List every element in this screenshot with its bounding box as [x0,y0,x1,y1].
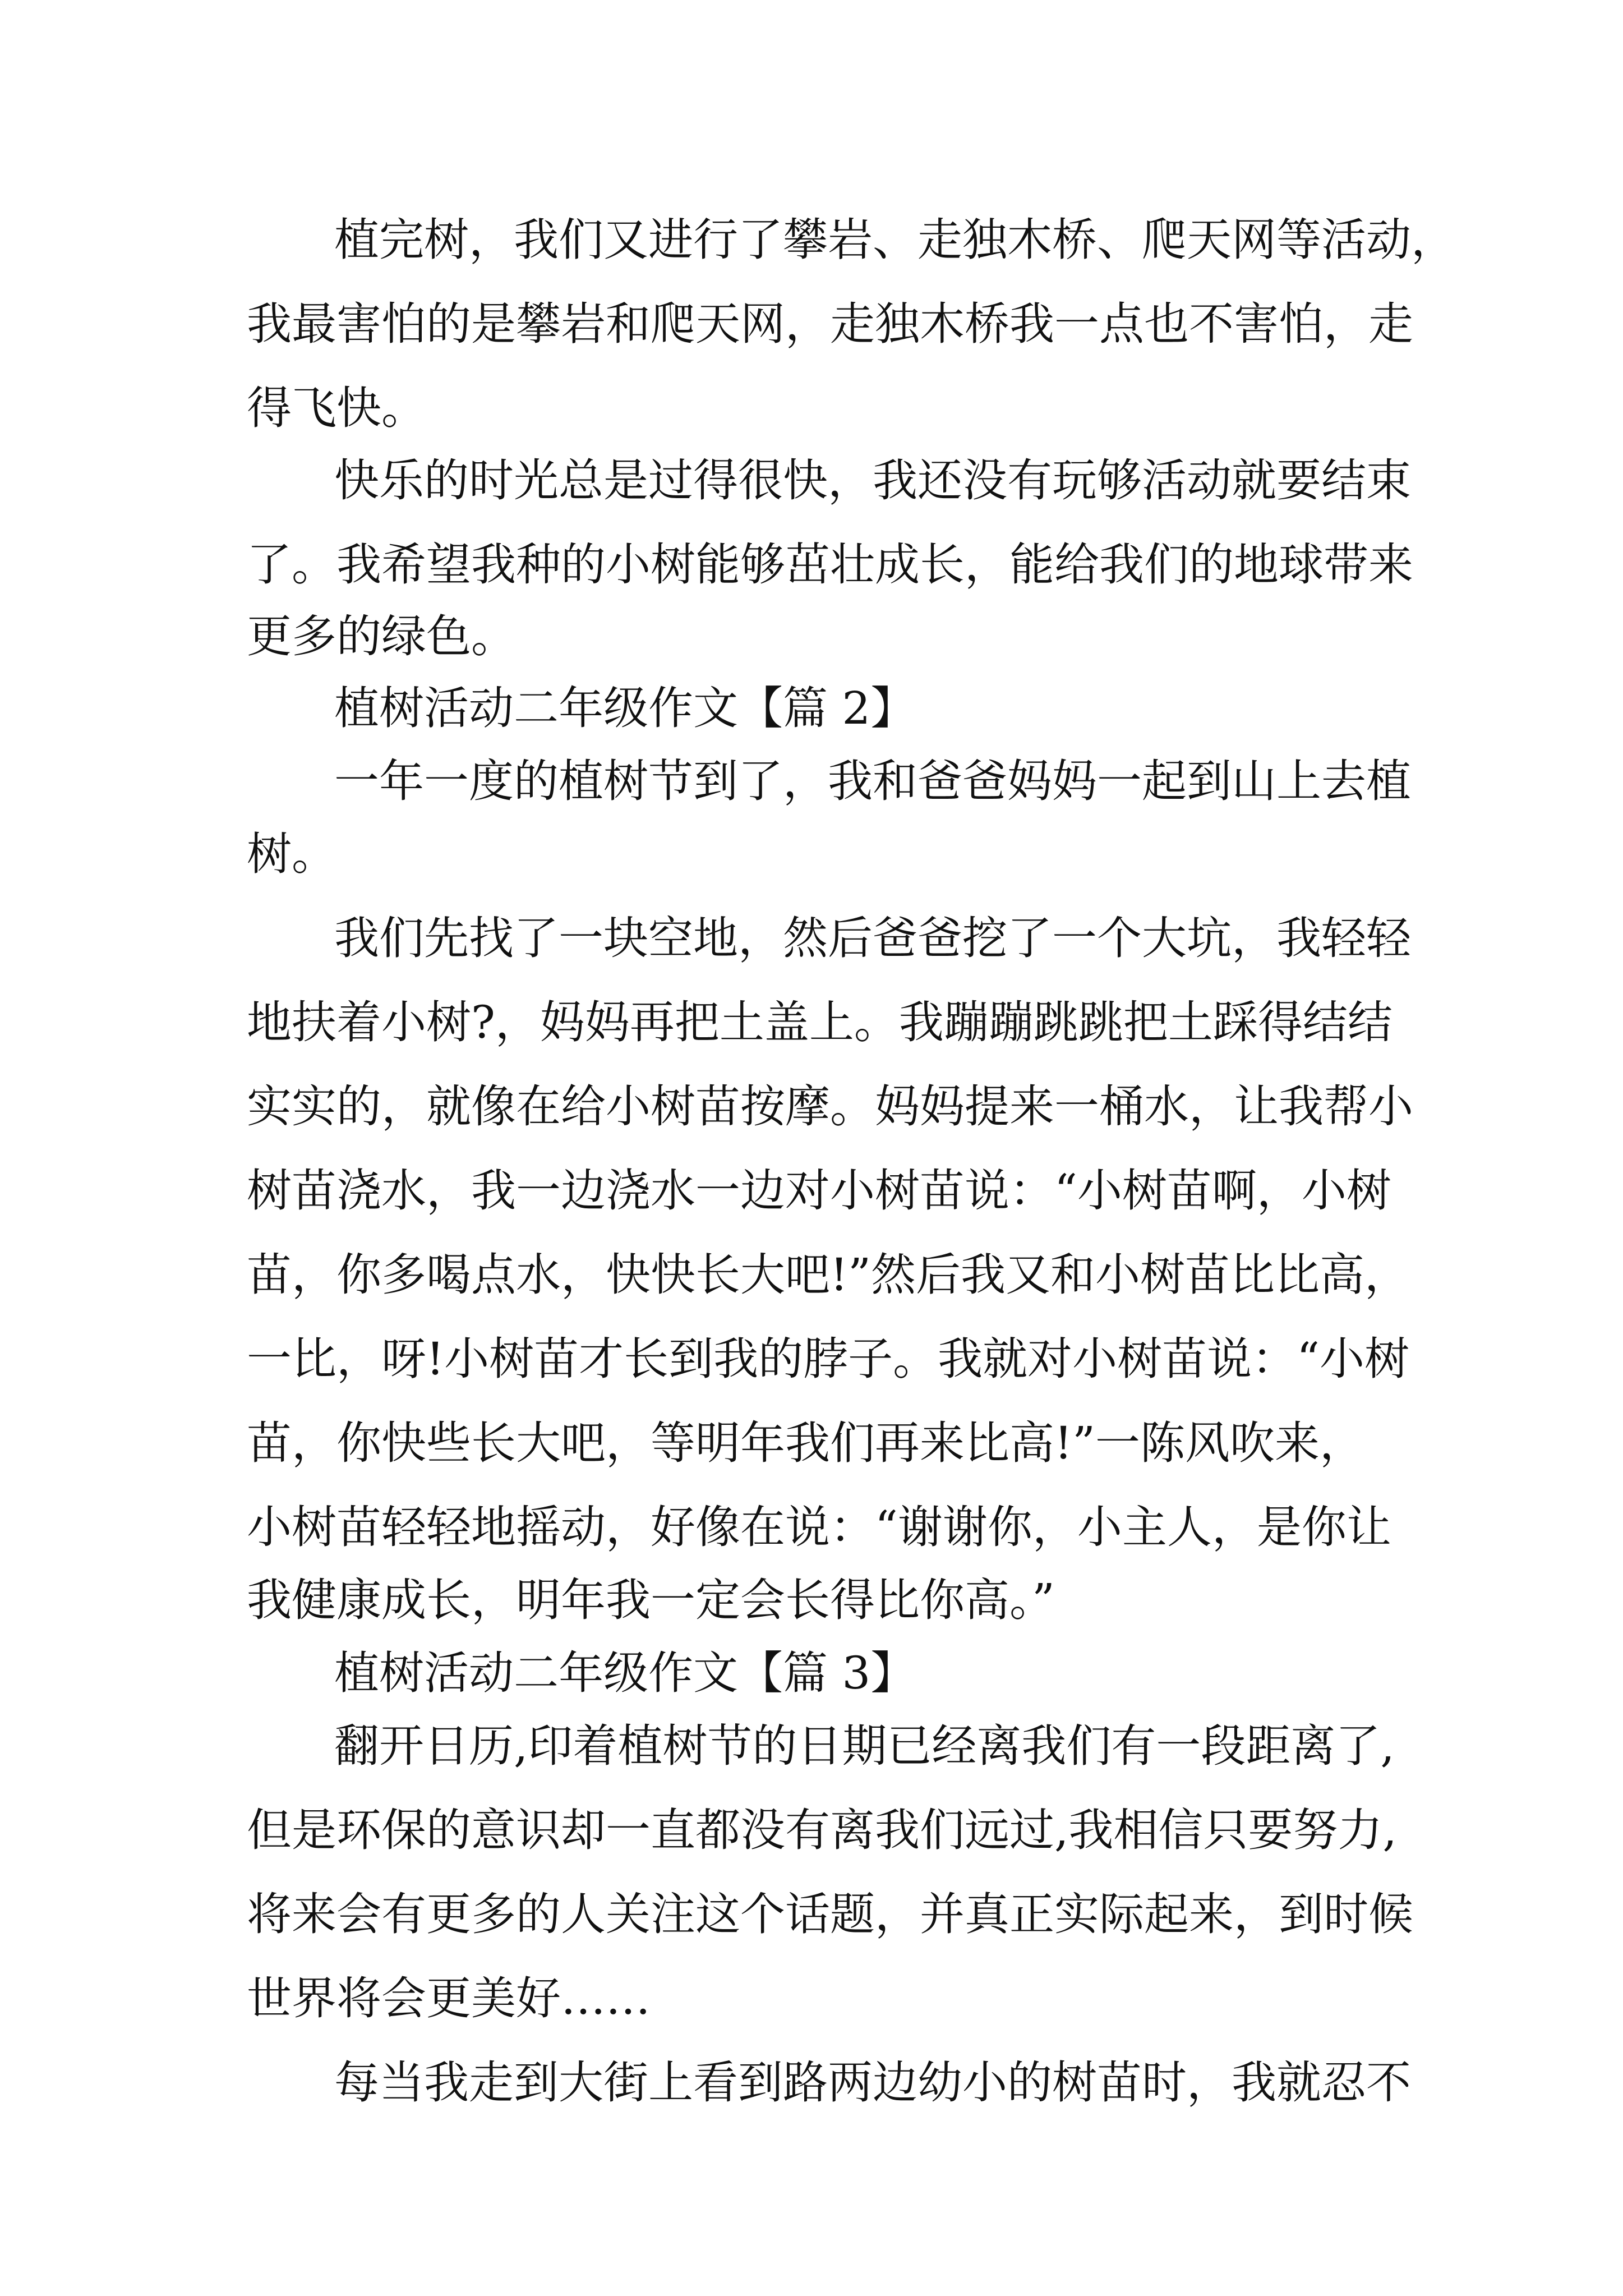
paragraph-line: 世界将会更美好…… [247,1972,651,2024]
paragraph-line: 苗，你多喝点水，快快长大吧!”然后我又和小树苗比比高， [247,1249,1410,1301]
paragraph-line: 树苗浇水，我一边浇水一边对小树苗说：“小树苗啊，小树 [247,1165,1391,1217]
paragraph-line: 翻开日历,印着植树节的日期已经离我们有一段距离了, [334,1720,1395,1772]
paragraph-line: 树。 [247,828,336,880]
section-heading: 植树活动二年级作文【篇 3】 [334,1647,916,1699]
paragraph-line: 得飞快。 [247,382,426,434]
paragraph-line: 我们先找了一块空地，然后爸爸挖了一个大坑，我轻轻 [334,912,1411,964]
paragraph-line: 更多的绿色。 [247,610,516,662]
paragraph-line: 植完树，我们又进行了攀岩、走独木桥、爬天网等活动， [334,214,1456,266]
paragraph-line: 小树苗轻轻地摇动，好像在说：“谢谢你，小主人，是你让 [247,1501,1391,1553]
paragraph-line: 但是环保的意识却一直都没有离我们远过,我相信只要努力, [247,1804,1397,1856]
paragraph-line: 将来会有更多的人关注这个话题，并真正实际起来，到时候 [247,1888,1413,1940]
paragraph-line: 我健康成长，明年我一定会长得比你高。” [247,1574,1055,1626]
paragraph-line: 一年一度的植树节到了，我和爸爸妈妈一起到山上去植 [334,755,1411,807]
paragraph-line: 每当我走到大街上看到路两边幼小的树苗时，我就忍不 [334,2056,1411,2109]
paragraph-line: 地扶着小树?，妈妈再把土盖上。我蹦蹦跳跳把土踩得结结 [247,996,1393,1048]
paragraph-line: 苗，你快些长大吧，等明年我们再来比高!”一陈风吹来， [247,1417,1365,1469]
paragraph-line: 我最害怕的是攀岩和爬天网，走独木桥我一点也不害怕，走 [247,298,1413,350]
section-heading: 植树活动二年级作文【篇 2】 [334,682,916,734]
paragraph-line: 实实的，就像在给小树苗按摩。妈妈提来一桶水，让我帮小 [247,1080,1413,1133]
paragraph-line: 了。我希望我种的小树能够茁壮成长，能给我们的地球带来 [247,539,1413,591]
paragraph-line: 一比，呀!小树苗才长到我的脖子。我就对小树苗说：“小树 [247,1333,1410,1385]
paragraph-line: 快乐的时光总是过得很快，我还没有玩够活动就要结束 [334,454,1411,507]
